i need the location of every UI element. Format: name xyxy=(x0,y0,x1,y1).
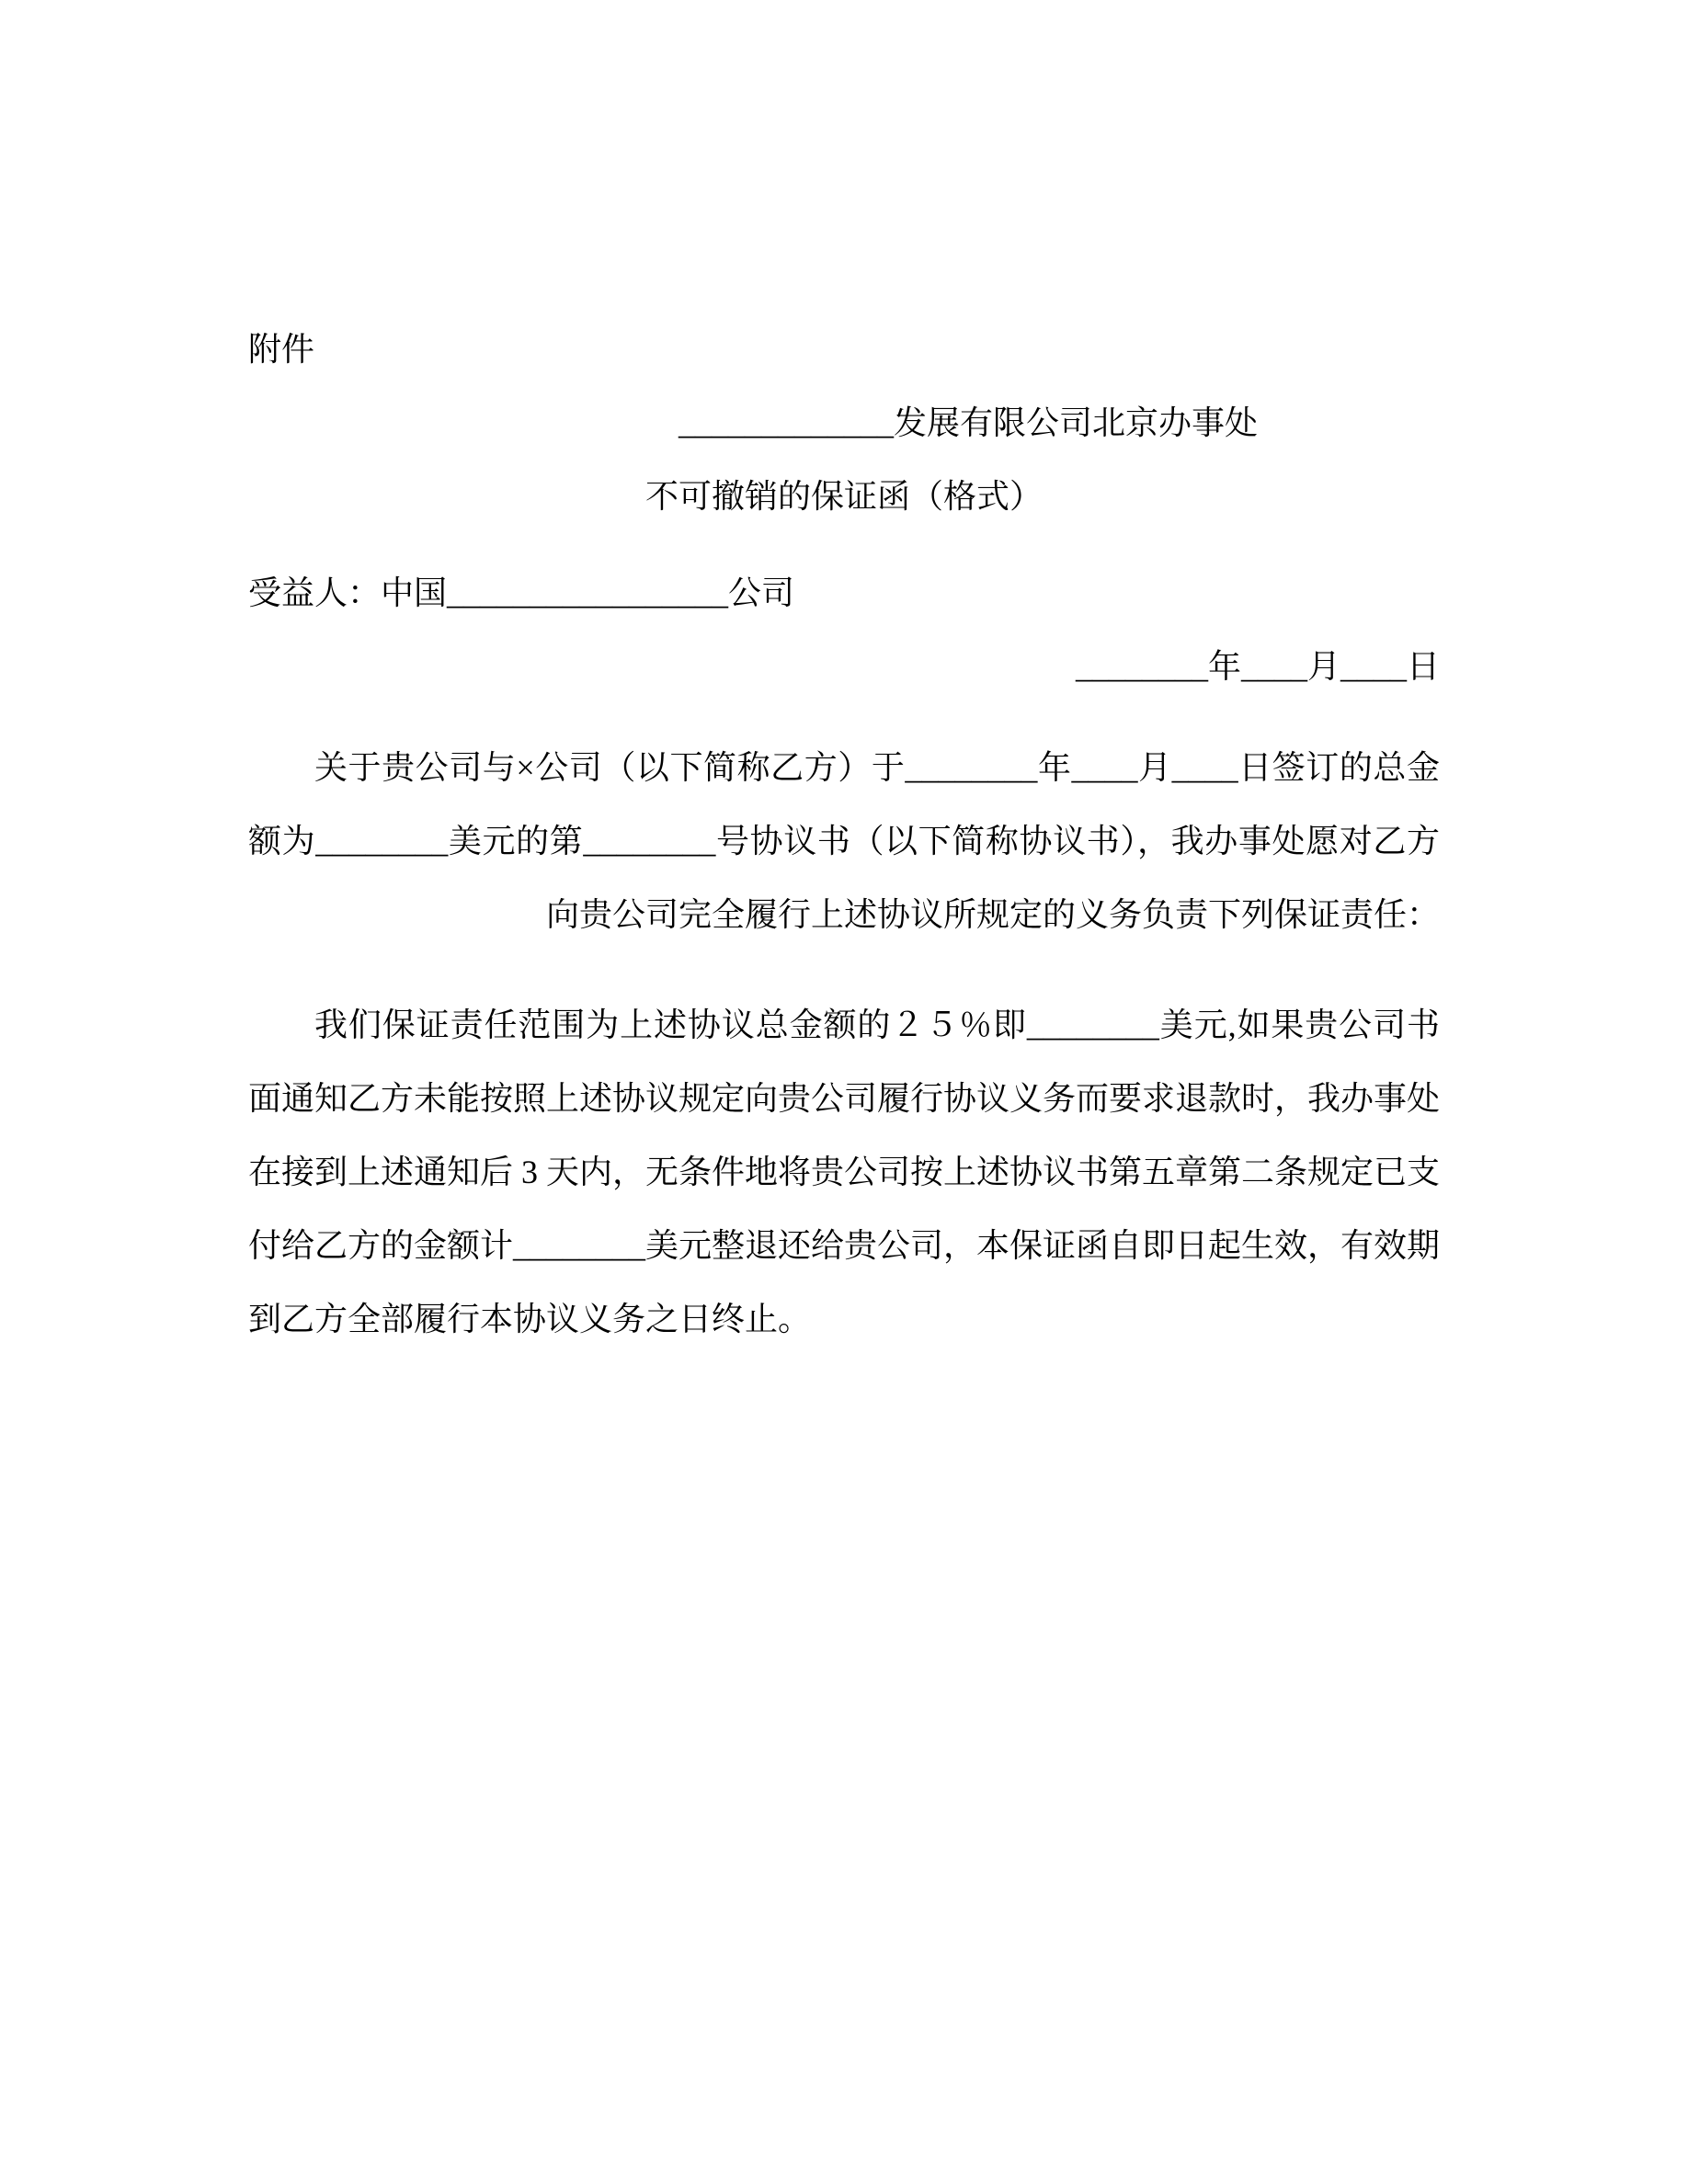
paragraph-guarantee-terms: 我们保证责任范围为上述协议总金额的２５％即________美元,如果贵公司书面通知乙方未能按照上述协议规定向贵公司履行协议义务而要求退款时，我办事处在接到上述通知后 3 天内，无条件地将贵公司按上述协议书第五章第二条规定已支付给乙方的金额计________美元整退还给贵公司，本保证函自即日起生效，有效期到乙方全部履行本协议义务之日终止。 xyxy=(248,1007,1441,1337)
date-line: ________年____月____日 xyxy=(1075,648,1440,685)
paragraph-guarantee-intro: 关于贵公司与×公司（以下简称乙方）于________年____月____日签订的总金额为________美元的第________号协议书（以下简称协议书），我办事处愿对乙方向贵公司完全履行上述协议所规定的义务负责下列保证责任： xyxy=(248,749,1440,933)
beneficiary-line: 受益人：中国_________________公司 xyxy=(248,574,795,611)
attachment-label: 附件 xyxy=(248,331,315,368)
document-title-company-line: _____________发展有限公司北京办事处 xyxy=(678,404,1258,441)
document-title: 不可撤销的保证函（格式） xyxy=(644,478,1043,515)
